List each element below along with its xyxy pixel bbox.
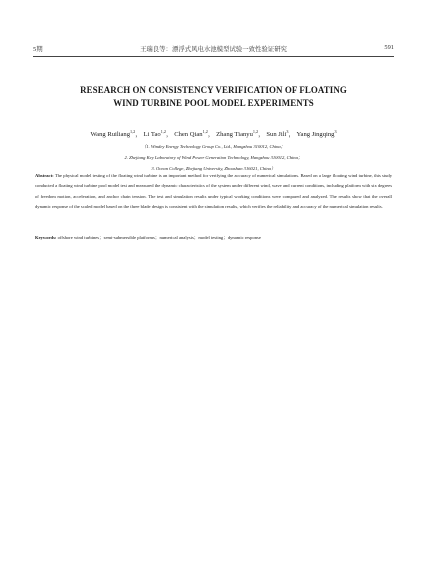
paper-title xyxy=(40,84,387,110)
author: Sun Jili$^3$， xyxy=(266,128,296,138)
author: Yang Jingqing$^3$ xyxy=(296,128,337,138)
abstract xyxy=(35,171,392,212)
page-number: 591 xyxy=(384,44,394,51)
keywords xyxy=(35,233,392,243)
keywords-label: Keywords: xyxy=(35,235,57,240)
header-rule xyxy=(33,56,394,57)
title-line-1: RESEARCH ON CONSISTENCY VERIFICATION OF FLOATING xyxy=(80,85,347,95)
affiliation-2: 2. Zhejiang Key Laboratory of Wind Power Generation Technology, Hangzhou 310012, China； xyxy=(124,155,303,160)
author: Zhang Tianyu$^{1,2}$， xyxy=(216,128,265,138)
author: Chen Qian$^{1,2}$， xyxy=(174,128,215,138)
title-line-2: WIND TURBINE POOL MODEL EXPERIMENTS xyxy=(113,98,314,108)
affiliation-1: （1. Windey Energy Technology Group Co., Ltd., Hangzhou 310012, China； xyxy=(141,144,286,149)
keywords-text: offshore wind turbines；semi-submersible platforms；numerical analysis；model testing；dynamic response xyxy=(56,235,261,240)
abstract-text: The physical model testing of the floating wind turbine is an important method for verifying the accuracy of numerical simulations. Based on a large floating wind turbine, this study conducted a floating wind turbine pool model test and measured the dynamic characteristics of the system under different wind, wave and current conditions, including platform with six degrees of freedom motion, acceleration, and anchor chain tension. The test and simulation results under typical working conditions were compared and analyzed. The results show that the overall dynamic response of the scaled model based on the three blade design is consistent with the simulation results, which verifies the reliability and accuracy of the numerical simulation results. xyxy=(35,173,392,209)
author: Li Tao$^{1,2}$， xyxy=(143,128,173,138)
affiliation-3: 3. Ocean College, Zhejiang University, Zhoushan 316021, China） xyxy=(151,166,276,171)
author-list xyxy=(30,128,397,138)
affiliations xyxy=(30,141,397,174)
running-title: 王瑞良等：漂浮式风电水池模型试验一致性验证研究 xyxy=(140,46,287,53)
abstract-label: Abstract: xyxy=(35,173,54,178)
issue-number: 5期 xyxy=(33,46,43,53)
running-head xyxy=(33,39,394,53)
author: Wang Ruiliang$^{1,2}$， xyxy=(90,128,142,138)
